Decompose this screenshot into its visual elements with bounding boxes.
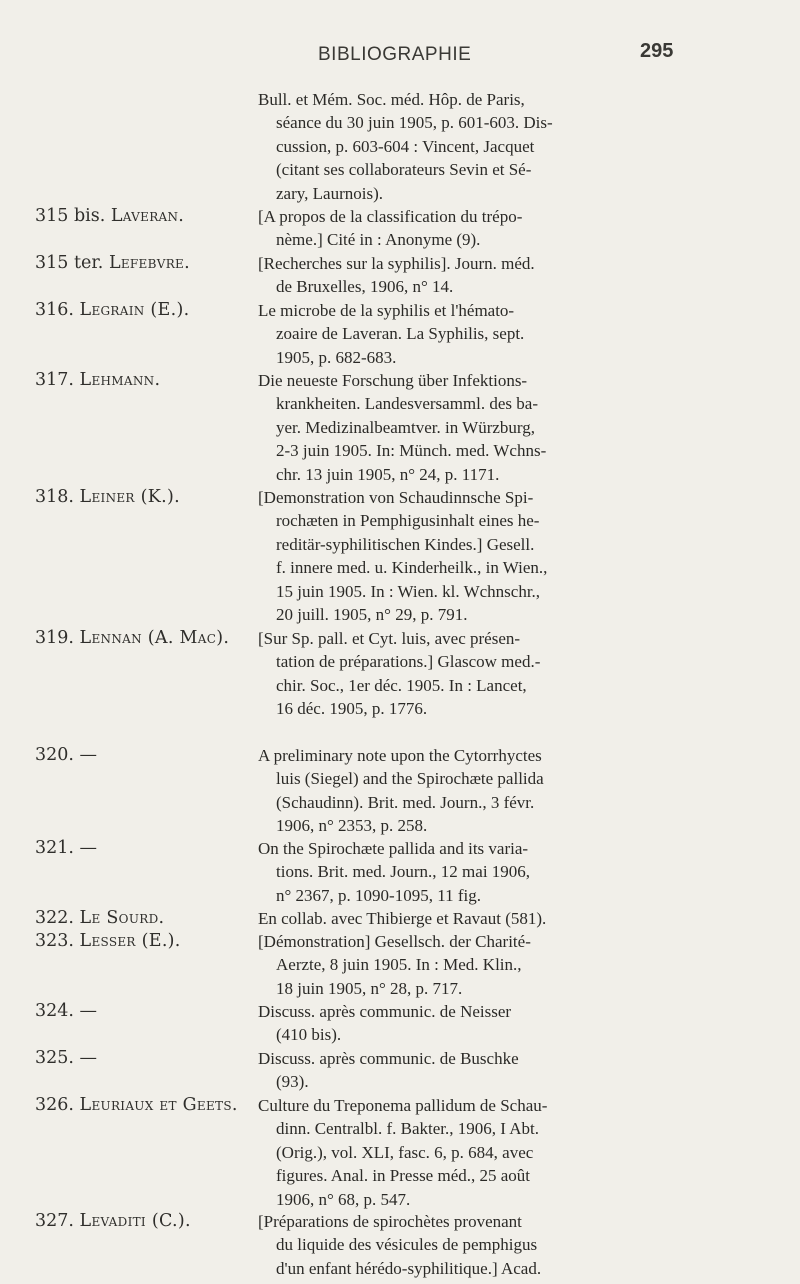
entry-number: 326.	[35, 1095, 74, 1115]
running-header: BIBLIOGRAPHIE	[318, 44, 472, 65]
citation-line: 18 juin 1905, n° 28, p. 717.	[276, 978, 463, 998]
entry-author: Levaditi (C.).	[79, 1211, 191, 1231]
citation-line: [A propos de la classification du trépo-	[258, 207, 523, 226]
entry-number: 315 ter.	[35, 253, 104, 273]
entry-citation	[258, 205, 766, 252]
citation-line: Culture du Treponema pallidum de Schau-	[258, 1096, 548, 1115]
citation-line: 1906, n° 2353, p. 258.	[276, 816, 428, 836]
entry-author: Laveran.	[110, 206, 185, 226]
entry-label	[35, 369, 160, 391]
citation-line: On the Spirochæte pallida and its varia-	[258, 839, 529, 858]
entry-number: 321.	[35, 838, 74, 858]
entry-label	[35, 1094, 238, 1116]
entry-number: 319.	[35, 628, 74, 648]
citation-line: dinn. Centralbl. f. Bakter., 1906, I Abt.	[276, 1119, 539, 1139]
entry-number: 322.	[35, 908, 74, 928]
entry-label	[35, 907, 164, 929]
citation-line: cussion, p. 603-604 : Vincent, Jacquet	[276, 136, 535, 156]
citation-line: chir. Soc., 1er déc. 1905. In : Lancet,	[276, 675, 527, 695]
entry-label	[35, 837, 97, 859]
citation-line: luis (Siegel) and the Spirochæte pallida	[276, 769, 544, 789]
entry-number: 325.	[35, 1048, 74, 1068]
citation-line: 20 juill. 1905, n° 29, p. 791.	[276, 605, 468, 625]
entry-author: —	[79, 745, 98, 765]
entry-label	[35, 1047, 97, 1069]
entry-citation	[258, 299, 766, 369]
entry-label	[35, 930, 181, 952]
citation-line: (Orig.), vol. XLI, fasc. 6, p. 684, avec	[276, 1142, 534, 1162]
citation-line: 1906, n° 68, p. 547.	[276, 1189, 411, 1209]
citation-line: Die neueste Forschung über Infektions-	[258, 371, 528, 390]
citation-line: rochæten in Pemphigusinhalt eines he-	[276, 511, 540, 531]
entry-citation	[258, 252, 766, 299]
entry-number: 316.	[35, 300, 74, 320]
entry-author: Legrain (E.).	[79, 300, 190, 320]
entry-number: 315 bis.	[35, 206, 106, 226]
entry-number: 327.	[35, 1211, 74, 1231]
entry-citation	[258, 1000, 766, 1047]
citation-line: d'un enfant hérédo-syphilitique.] Acad.	[276, 1258, 542, 1278]
entry-label	[35, 205, 184, 227]
entry-number: 320.	[35, 745, 74, 765]
entry-author: —	[79, 1048, 98, 1068]
entry-author: —	[79, 838, 98, 858]
entry-citation	[258, 486, 766, 626]
entry-author: Le Sourd.	[79, 908, 165, 928]
citation-line: Aerzte, 8 juin 1905. In : Med. Klin.,	[276, 955, 522, 975]
citation-line: n° 2367, p. 1090-1095, 11 fig.	[276, 885, 481, 905]
entry-number: 323.	[35, 931, 74, 951]
entry-author: Lennan (A. Mac).	[79, 628, 230, 648]
entry-number: 318.	[35, 487, 74, 507]
citation-line: du liquide des vésicules de pemphigus	[276, 1235, 538, 1255]
entry-label	[35, 252, 190, 274]
entry-citation	[258, 369, 766, 486]
entry-author: Leiner (K.).	[79, 487, 180, 507]
citation-line: tation de préparations.] Glascow med.-	[276, 652, 541, 672]
citation-line: 2-3 juin 1905. In: Münch. med. Wchns-	[276, 441, 547, 461]
entry-number: 317.	[35, 370, 74, 390]
citation-line: tions. Brit. med. Journ., 12 mai 1906,	[276, 862, 531, 882]
citation-line: Discuss. après communic. de Buschke	[258, 1049, 519, 1068]
citation-line: reditär-syphilitischen Kindes.] Gesell.	[276, 534, 535, 554]
entry-author: Leuriaux et Geets.	[79, 1095, 238, 1115]
citation-line: (citant ses collaborateurs Sevin et Sé-	[276, 160, 532, 180]
entry-author: Lehmann.	[79, 370, 161, 390]
citation-line: A preliminary note upon the Cytorrhyctes	[258, 746, 542, 765]
citation-line: (Schaudinn). Brit. med. Journ., 3 févr.	[276, 792, 535, 812]
entry-citation	[258, 88, 766, 205]
entry-citation	[258, 907, 766, 930]
entry-citation	[258, 930, 766, 1000]
citation-line: (93).	[276, 1072, 309, 1092]
citation-line: krankheiten. Landesversamml. des ba-	[276, 394, 538, 414]
citation-line: [Demonstration von Schaudinnsche Spi-	[258, 488, 534, 507]
citation-line: figures. Anal. in Presse méd., 25 août	[276, 1166, 531, 1186]
citation-line: 16 déc. 1905, p. 1776.	[276, 699, 428, 719]
citation-line: [Démonstration] Gesellsch. der Charité-	[258, 932, 531, 951]
entry-label	[35, 299, 189, 321]
entry-citation	[258, 627, 766, 721]
citation-line: zary, Laurnois).	[276, 183, 383, 203]
entry-author: Lesser (E.).	[79, 931, 181, 951]
page-number: 295	[640, 40, 674, 62]
citation-line: [Préparations de spirochètes provenant	[258, 1212, 522, 1231]
citation-line: (410 bis).	[276, 1025, 342, 1045]
citation-line: 15 juin 1905. In : Wien. kl. Wchnschr.,	[276, 581, 541, 601]
entry-citation	[258, 1094, 766, 1211]
citation-line: chr. 13 juin 1905, n° 24, p. 1171.	[276, 464, 500, 484]
entry-citation	[258, 837, 766, 907]
entry-citation	[258, 1210, 766, 1280]
citation-line: zoaire de Laveran. La Syphilis, sept.	[276, 324, 525, 344]
entry-label	[35, 486, 180, 508]
citation-line: [Recherches sur la syphilis]. Journ. méd.	[258, 254, 535, 273]
citation-line: Bull. et Mém. Soc. méd. Hôp. de Paris,	[258, 90, 525, 109]
citation-line: 1905, p. 682-683.	[276, 347, 397, 367]
citation-line: [Sur Sp. pall. et Cyt. luis, avec présen-	[258, 629, 521, 648]
citation-line: de Bruxelles, 1906, n° 14.	[276, 277, 454, 297]
entry-citation	[258, 744, 766, 838]
citation-line: yer. Medizinalbeamtver. in Würzburg,	[276, 417, 536, 437]
entry-label	[35, 627, 229, 649]
entry-label	[35, 1000, 97, 1022]
entry-author: Lefebvre.	[108, 253, 190, 273]
citation-line: En collab. avec Thibierge et Ravaut (581).	[258, 909, 547, 928]
entry-label	[35, 1210, 191, 1232]
entry-author: —	[79, 1001, 98, 1021]
entry-citation	[258, 1047, 766, 1094]
entry-label	[35, 744, 97, 766]
entry-number: 324.	[35, 1001, 74, 1021]
citation-line: séance du 30 juin 1905, p. 601-603. Dis-	[276, 113, 553, 133]
citation-line: nème.] Cité in : Anonyme (9).	[276, 230, 481, 250]
citation-line: f. innere med. u. Kinderheilk., in Wien.,	[276, 558, 548, 578]
citation-line: Discuss. après communic. de Neisser	[258, 1002, 512, 1021]
citation-line: Le microbe de la syphilis et l'hémato-	[258, 301, 515, 320]
